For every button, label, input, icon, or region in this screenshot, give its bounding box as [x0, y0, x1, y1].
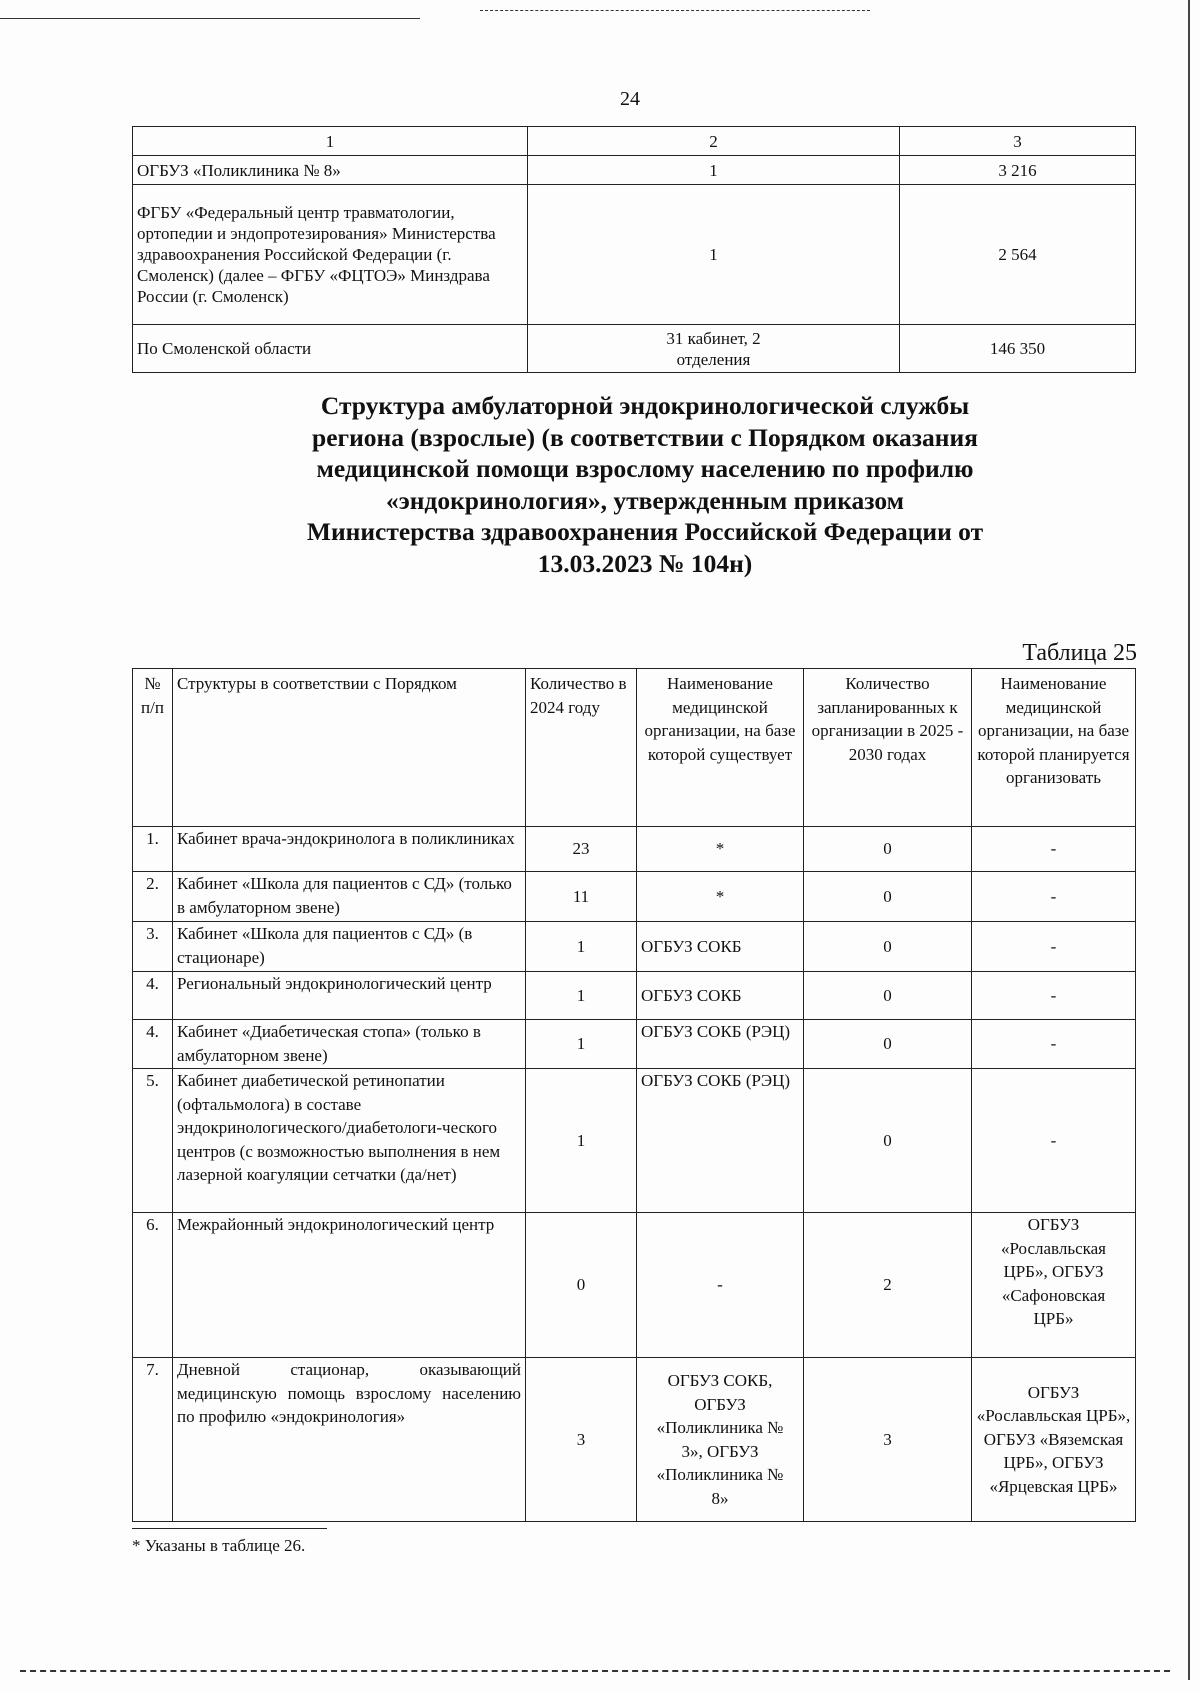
row-count-planned: 0	[804, 827, 972, 872]
row-count-planned: 0	[804, 872, 972, 922]
section-title: Структура амбулаторной эндокринологической службы региона (взрослые) (в соответствии с Порядком оказания медицинской помощи взрослому населению по профилю «эндокринология», утвержденным приказом Министерства здравоохранения Российской Федерации от 13.03.2023 № 104н)	[306, 391, 984, 578]
page-number: 24	[620, 88, 640, 110]
row-org-planned: ОГБУЗ «Рославльская ЦРБ», ОГБУЗ «Сафоновская ЦРБ»	[972, 1213, 1136, 1358]
row-num: 2.	[133, 872, 173, 922]
header-org-planned: Наименование медицинской организации, на базе которой планируется организовать	[972, 669, 1136, 827]
row-org-existing: ОГБУЗ СОКБ, ОГБУЗ «Поликлиника № 3», ОГБУЗ «Поликлиника № 8»	[637, 1358, 804, 1522]
row-count-planned: 3	[804, 1358, 972, 1522]
footnote: * Указаны в таблице 26.	[132, 1536, 306, 1555]
org-name: ОГБУЗ «Поликлиника № 8»	[133, 156, 528, 185]
header-count-planned: Количество запланированных к организации в 2025 - 2030 годах	[804, 669, 972, 827]
value: 146 350	[900, 325, 1136, 373]
header-structure: Структуры в соответствии с Порядком	[173, 669, 526, 827]
row-org-existing: *	[637, 872, 804, 922]
header-cell: 3	[900, 127, 1136, 156]
value: 3 216	[900, 156, 1136, 185]
row-count-2024: 1	[526, 922, 637, 972]
row-org-planned: -	[972, 1020, 1136, 1069]
count: 1	[528, 156, 900, 185]
row-org-planned: -	[972, 922, 1136, 972]
row-structure: Межрайонный эндокринологический центр	[173, 1213, 526, 1358]
table-row	[133, 922, 1136, 972]
row-org-planned: -	[972, 827, 1136, 872]
row-org-planned: -	[972, 972, 1136, 1020]
row-count-2024: 1	[526, 1020, 637, 1069]
row-structure: Кабинет врача-эндокринолога в поликлиниках	[173, 827, 526, 872]
row-org-existing: ОГБУЗ СОКБ	[637, 922, 804, 972]
row-num: 3.	[133, 922, 173, 972]
row-count-planned: 0	[804, 1069, 972, 1213]
row-count-planned: 0	[804, 922, 972, 972]
row-org-planned: -	[972, 1069, 1136, 1213]
table-row	[133, 156, 1136, 185]
row-structure: Дневной стационар, оказывающий медицинскую помощь взрослому населению по профилю «эндокринология»	[173, 1358, 526, 1522]
row-count-planned: 2	[804, 1213, 972, 1358]
row-structure: Кабинет «Школа для пациентов с СД» (только в амбулаторном звене)	[173, 872, 526, 922]
row-num: 5.	[133, 1069, 173, 1213]
row-org-planned: -	[972, 872, 1136, 922]
scan-artifact	[0, 18, 420, 19]
org-name: ФГБУ «Федеральный центр травматологии, ортопедии и эндопротезирования» Министерства здравоохранения Российской Федерации (г. Смоленск) (далее – ФГБУ «ФЦТОЭ» Минздрава России (г. Смоленск)	[133, 185, 528, 325]
row-org-existing: -	[637, 1213, 804, 1358]
table-row	[133, 827, 1136, 872]
row-count-2024: 1	[526, 972, 637, 1020]
row-org-existing: ОГБУЗ СОКБ	[637, 972, 804, 1020]
header-num: № п/п	[133, 669, 173, 827]
main-table	[132, 668, 1136, 1522]
row-structure: Кабинет диабетической ретинопатии (офтальмолога) в составе эндокринологического/диабетологи-ческого центров (с возможностью выполнения в нем лазерной коагуляции сетчатки (да/нет)	[173, 1069, 526, 1213]
header-count-2024: Количество в 2024 году	[526, 669, 637, 827]
table-label: Таблица 25	[1022, 640, 1137, 666]
table-row	[133, 325, 1136, 373]
count: 31 кабинет, 2 отделения	[528, 325, 900, 373]
header-cell: 2	[528, 127, 900, 156]
row-count-2024: 1	[526, 1069, 637, 1213]
scan-edge	[1188, 0, 1190, 1680]
table-row	[133, 1358, 1136, 1522]
row-count-2024: 11	[526, 872, 637, 922]
value: 2 564	[900, 185, 1136, 325]
table-row	[133, 1213, 1136, 1358]
top-table	[132, 126, 1136, 373]
footnote-rule	[132, 1528, 327, 1529]
header-cell: 1	[133, 127, 528, 156]
row-num: 7.	[133, 1358, 173, 1522]
table-row	[133, 1069, 1136, 1213]
scan-artifact	[20, 1670, 1170, 1672]
row-count-2024: 0	[526, 1213, 637, 1358]
row-org-planned: ОГБУЗ «Рославльская ЦРБ», ОГБУЗ «Вяземская ЦРБ», ОГБУЗ «Ярцевская ЦРБ»	[972, 1358, 1136, 1522]
org-name: По Смоленской области	[133, 325, 528, 373]
table-row	[133, 972, 1136, 1020]
count: 1	[528, 185, 900, 325]
row-org-existing: ОГБУЗ СОКБ (РЭЦ)	[637, 1069, 804, 1213]
table-row	[133, 1020, 1136, 1069]
row-structure: Кабинет «Школа для пациентов с СД» (в стационаре)	[173, 922, 526, 972]
row-count-2024: 23	[526, 827, 637, 872]
header-org-existing: Наименование медицинской организации, на базе которой существует	[637, 669, 804, 827]
row-num: 4.	[133, 972, 173, 1020]
row-org-existing: ОГБУЗ СОКБ (РЭЦ)	[637, 1020, 804, 1069]
row-num: 4.	[133, 1020, 173, 1069]
row-structure: Кабинет «Диабетическая стопа» (только в амбулаторном звене)	[173, 1020, 526, 1069]
table-row	[133, 872, 1136, 922]
scan-artifact	[480, 10, 870, 11]
header-row	[133, 669, 1136, 827]
row-structure: Региональный эндокринологический центр	[173, 972, 526, 1020]
row-org-existing: *	[637, 827, 804, 872]
row-count-planned: 0	[804, 972, 972, 1020]
row-count-2024: 3	[526, 1358, 637, 1522]
row-num: 6.	[133, 1213, 173, 1358]
row-count-planned: 0	[804, 1020, 972, 1069]
table-row	[133, 185, 1136, 325]
row-num: 1.	[133, 827, 173, 872]
